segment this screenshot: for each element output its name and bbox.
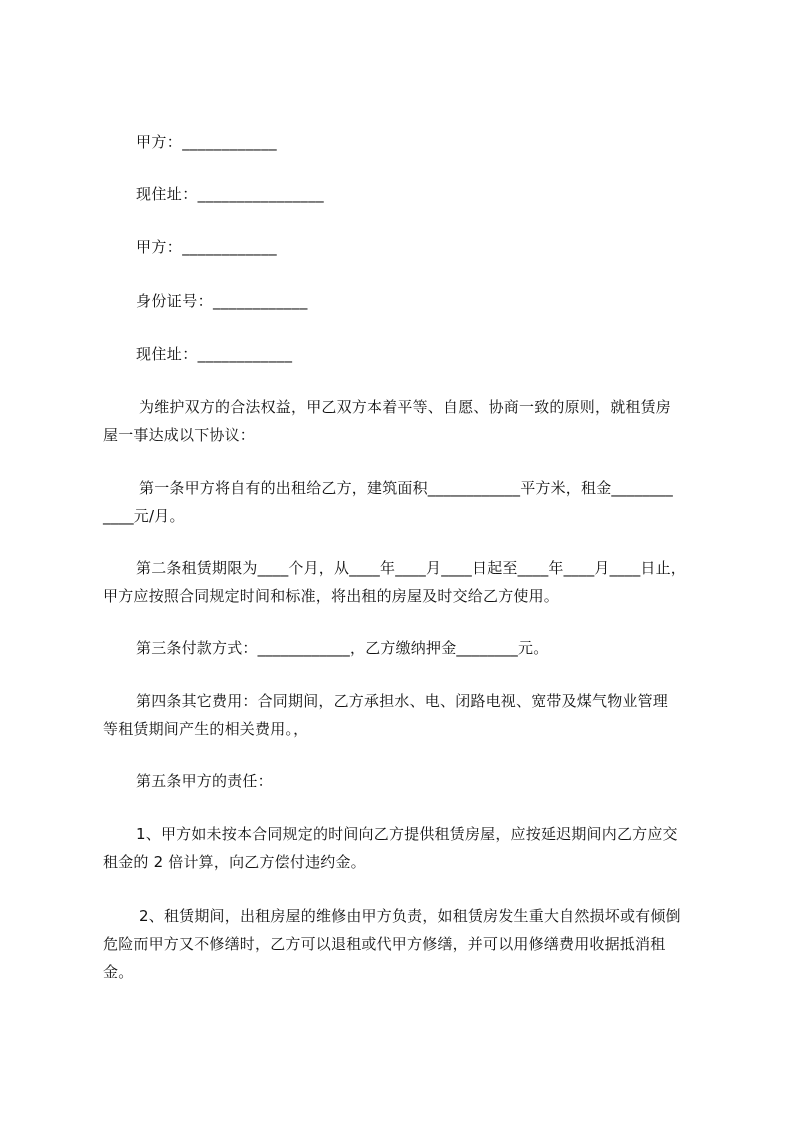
address-field-2: 现住址：____________ bbox=[136, 345, 293, 363]
intro-paragraph bbox=[103, 393, 703, 449]
article-5-item-2 bbox=[103, 902, 703, 986]
article-2-line-1: 第二条租赁期限为____个月，从____年____月____日起至____年____月____日止， bbox=[136, 559, 687, 577]
article-5-item-1 bbox=[103, 820, 703, 876]
article-5-title bbox=[103, 767, 703, 795]
intro-line-1: 为维护双方的合法权益，甲乙双方本着平等、自愿、协商一致的原则，就租赁房 bbox=[139, 398, 672, 416]
id-number-field: 身份证号：____________ bbox=[136, 292, 308, 310]
article-5-title-text: 第五条甲方的责任： bbox=[136, 772, 273, 790]
article-4-line-2: 等租赁期间产生的相关费用。， bbox=[103, 720, 309, 738]
article-2-paragraph bbox=[103, 554, 703, 610]
article-1-line-2: ____元/月。 bbox=[103, 507, 185, 525]
article-5-item-2-line-1: 2、租赁期间，出租房屋的维修由甲方负责，如租赁房发生重大自然损坏或有倾倒 bbox=[139, 907, 681, 925]
article-5-item-1-line-2: 租金的 2 倍计算，向乙方偿付违约金。 bbox=[103, 853, 366, 871]
article-3-paragraph bbox=[103, 634, 703, 662]
party-a-field-1: 甲方：____________ bbox=[136, 133, 278, 151]
article-3-line-1: 第三条付款方式：____________，乙方缴纳押金________元。 bbox=[136, 639, 549, 657]
article-5-item-2-line-2: 危险而甲方又不修缮时，乙方可以退租或代甲方修缮，并可以用修缮费用收据抵消租 bbox=[103, 935, 666, 953]
address-field-1: 现住址：________________ bbox=[136, 185, 325, 203]
article-1-paragraph bbox=[103, 474, 703, 530]
article-2-line-2: 甲方应按照合同规定时间和标准，将出租的房屋及时交给乙方使用。 bbox=[103, 587, 560, 605]
article-4-paragraph bbox=[103, 687, 703, 743]
article-1-line-1: 第一条甲方将自有的出租给乙方，建筑面积____________平方米，租金________ bbox=[139, 479, 674, 497]
article-4-line-1: 第四条其它费用：合同期间，乙方承担水、电、闭路电视、宽带及煤气物业管理 bbox=[136, 692, 669, 710]
party-a-field-2: 甲方：____________ bbox=[136, 238, 278, 256]
intro-line-2: 屋一事达成以下协议： bbox=[103, 426, 256, 444]
article-5-item-2-line-3: 金。 bbox=[103, 963, 134, 981]
article-5-item-1-line-1: 1、甲方如未按本合同规定的时间向乙方提供租赁房屋，应按延迟期间内乙方应交 bbox=[136, 825, 678, 843]
